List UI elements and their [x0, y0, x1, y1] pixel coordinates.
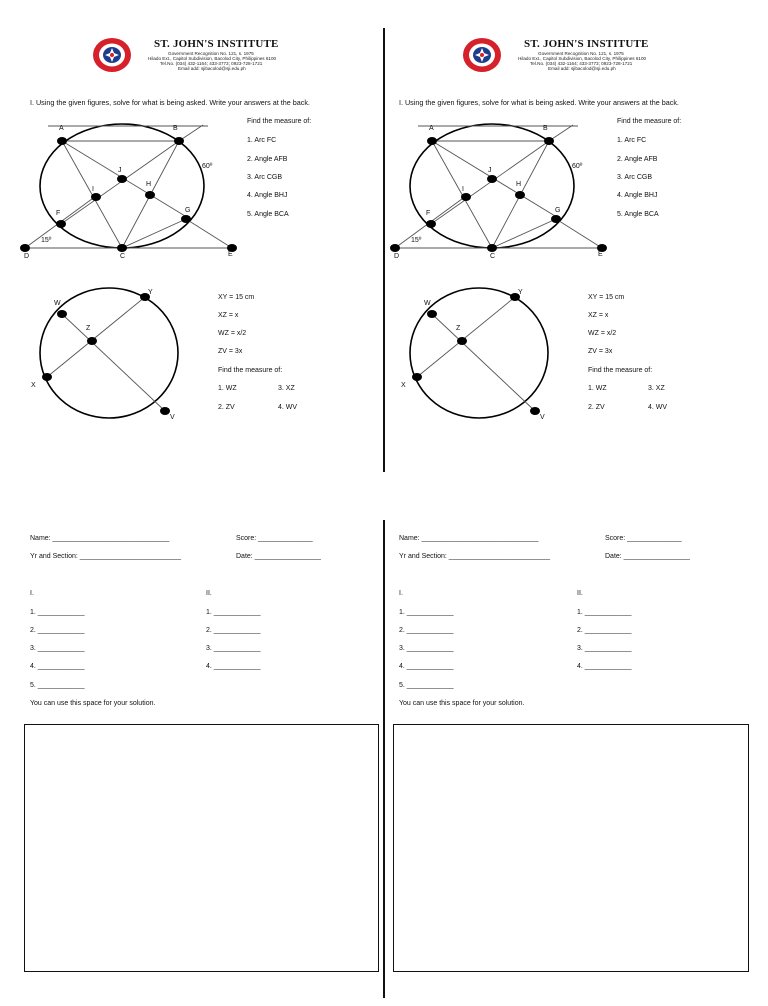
point-label-c: C: [490, 253, 496, 260]
point-label-b: B: [543, 125, 548, 132]
point-label-c: C: [120, 253, 126, 260]
point-label-a: A: [59, 125, 64, 132]
school-header: [60, 34, 360, 78]
answer-2-2[interactable]: 2. ____________: [206, 627, 261, 634]
point-label-e: E: [228, 251, 233, 258]
school-address: Hilado Ext., Capitol Subdivision, Bacolod City, Philippines 6100: [148, 56, 277, 61]
school-recognition: Government Recognition No. 121, s. 1975: [538, 51, 624, 56]
school-address: Hilado Ext., Capitol Subdivision, Bacolod City, Philippines 6100: [518, 56, 647, 61]
score-field[interactable]: Score: ______________: [236, 535, 313, 542]
question-2-3: 3. XZ: [278, 385, 295, 392]
question-2-1: 1. WZ: [588, 385, 607, 392]
point-label-e: E: [598, 251, 603, 258]
given-wz: WZ = x/2: [588, 330, 617, 337]
question-1-3: 3. Arc CGB: [617, 174, 653, 181]
part-1-heading: I.: [399, 590, 403, 597]
given-zv: ZV = 3x: [218, 348, 243, 355]
answer-2-3[interactable]: 3. ____________: [206, 645, 261, 652]
given-zv: ZV = 3x: [588, 348, 613, 355]
question-1-5: 5. Angle BCA: [617, 211, 659, 218]
question-1-3: 3. Arc CGB: [247, 174, 283, 181]
point-label-h: H: [146, 181, 152, 188]
question-1-2: 2. Angle AFB: [247, 156, 288, 163]
solution-note: You can use this space for your solution.: [399, 700, 525, 707]
point-label-x: X: [31, 382, 36, 389]
point-label-h: H: [516, 181, 522, 188]
angle-label-15: 15º: [41, 237, 52, 244]
angle-label-15: 15º: [411, 237, 422, 244]
answer-2-1[interactable]: 1. ____________: [577, 609, 632, 616]
section-field[interactable]: Yr and Section: __________________________: [30, 553, 182, 560]
worksheet-left: [0, 0, 380, 1006]
part-2-heading: II.: [206, 590, 212, 597]
answer-1-3[interactable]: 3. ____________: [30, 645, 85, 652]
question-1-1: 1. Arc FC: [617, 137, 647, 144]
answer-1-5[interactable]: 5. ____________: [30, 682, 85, 689]
question-2-2: 2. ZV: [588, 404, 605, 411]
given-xz: XZ = x: [588, 312, 609, 319]
school-name: ST. JOHN'S INSTITUTE: [154, 38, 279, 50]
point-label-v: V: [540, 414, 545, 421]
circle-figure-1: [18, 120, 243, 265]
point-label-d: D: [24, 253, 30, 260]
question-1-5: 5. Angle BCA: [247, 211, 289, 218]
find-measure-prompt-2: Find the measure of:: [218, 367, 283, 374]
circle-figure-1: [388, 120, 613, 265]
find-measure-prompt-1: Find the measure of:: [247, 118, 312, 125]
point-label-b: B: [173, 125, 178, 132]
answer-2-3[interactable]: 3. ____________: [577, 645, 632, 652]
question-2-4: 4. WV: [278, 404, 298, 411]
score-field[interactable]: Score: ______________: [605, 535, 682, 542]
point-label-f: F: [56, 210, 61, 217]
question-1-4: 4. Angle BHJ: [617, 192, 658, 199]
point-label-g: G: [555, 207, 561, 214]
school-telephone: Tel.No. (034) 432-1164; 433-3773; 0923-728-1721: [160, 61, 263, 66]
point-label-j: J: [118, 167, 122, 174]
date-field[interactable]: Date: _________________: [236, 553, 321, 560]
answer-1-4[interactable]: 4. ____________: [30, 663, 85, 670]
find-measure-prompt-2: Find the measure of:: [588, 367, 653, 374]
answer-1-4[interactable]: 4. ____________: [399, 663, 454, 670]
point-label-y: Y: [518, 289, 523, 296]
answer-1-2[interactable]: 2. ____________: [399, 627, 454, 634]
school-email: Email add: sjibacolod@sji.edu.ph: [178, 66, 246, 71]
school-telephone: Tel.No. (034) 432-1164; 433-3773; 0923-728-1721: [530, 61, 633, 66]
answer-1-1[interactable]: 1. ____________: [399, 609, 454, 616]
point-label-f: F: [426, 210, 431, 217]
school-recognition: Government Recognition No. 121, s. 1975: [168, 51, 254, 56]
instruction-text: I. Using the given figures, solve for what is being asked. Write your answers at the back.: [30, 98, 310, 107]
angle-label-60: 60º: [202, 163, 213, 170]
question-2-2: 2. ZV: [218, 404, 235, 411]
solution-box[interactable]: [393, 724, 749, 972]
question-1-4: 4. Angle BHJ: [247, 192, 288, 199]
school-header: [430, 34, 730, 78]
name-field[interactable]: Name: ______________________________: [399, 535, 539, 542]
point-label-w: W: [424, 300, 431, 307]
point-label-y: Y: [148, 289, 153, 296]
answer-1-3[interactable]: 3. ____________: [399, 645, 454, 652]
part-2-heading: II.: [577, 590, 583, 597]
point-label-j: J: [488, 167, 492, 174]
section-field[interactable]: Yr and Section: __________________________: [399, 553, 551, 560]
school-email: Email add: sjibacolod@sji.edu.ph: [548, 66, 616, 71]
name-field[interactable]: Name: ______________________________: [30, 535, 170, 542]
point-label-i: I: [462, 186, 464, 193]
given-wz: WZ = x/2: [218, 330, 247, 337]
point-label-x: X: [401, 382, 406, 389]
point-label-z: Z: [86, 325, 91, 332]
answer-2-4[interactable]: 4. ____________: [206, 663, 261, 670]
school-name: ST. JOHN'S INSTITUTE: [524, 38, 649, 50]
answer-1-2[interactable]: 2. ____________: [30, 627, 85, 634]
school-seal-icon: [92, 36, 132, 74]
date-field[interactable]: Date: _________________: [605, 553, 690, 560]
question-2-4: 4. WV: [648, 404, 668, 411]
point-label-d: D: [394, 253, 400, 260]
answer-1-1[interactable]: 1. ____________: [30, 609, 85, 616]
angle-label-60: 60º: [572, 163, 583, 170]
question-1-2: 2. Angle AFB: [617, 156, 658, 163]
solution-box[interactable]: [24, 724, 379, 972]
question-1-1: 1. Arc FC: [247, 137, 277, 144]
school-seal-icon: [462, 36, 502, 74]
question-2-3: 3. XZ: [648, 385, 665, 392]
given-xy: XY = 15 cm: [588, 294, 625, 301]
answer-1-5[interactable]: 5. ____________: [399, 682, 454, 689]
part-1-heading: I.: [30, 590, 34, 597]
point-label-a: A: [429, 125, 434, 132]
answer-2-2[interactable]: 2. ____________: [577, 627, 632, 634]
point-label-w: W: [54, 300, 61, 307]
worksheet-right: [370, 0, 750, 1006]
given-xz: XZ = x: [218, 312, 239, 319]
answer-2-1[interactable]: 1. ____________: [206, 609, 261, 616]
answer-2-4[interactable]: 4. ____________: [577, 663, 632, 670]
solution-note: You can use this space for your solution.: [30, 700, 156, 707]
point-label-v: V: [170, 414, 175, 421]
point-label-g: G: [185, 207, 191, 214]
find-measure-prompt-1: Find the measure of:: [617, 118, 682, 125]
point-label-z: Z: [456, 325, 461, 332]
question-2-1: 1. WZ: [218, 385, 237, 392]
instruction-text: I. Using the given figures, solve for what is being asked. Write your answers at the back.: [399, 98, 679, 107]
point-label-i: I: [92, 186, 94, 193]
given-xy: XY = 15 cm: [218, 294, 255, 301]
